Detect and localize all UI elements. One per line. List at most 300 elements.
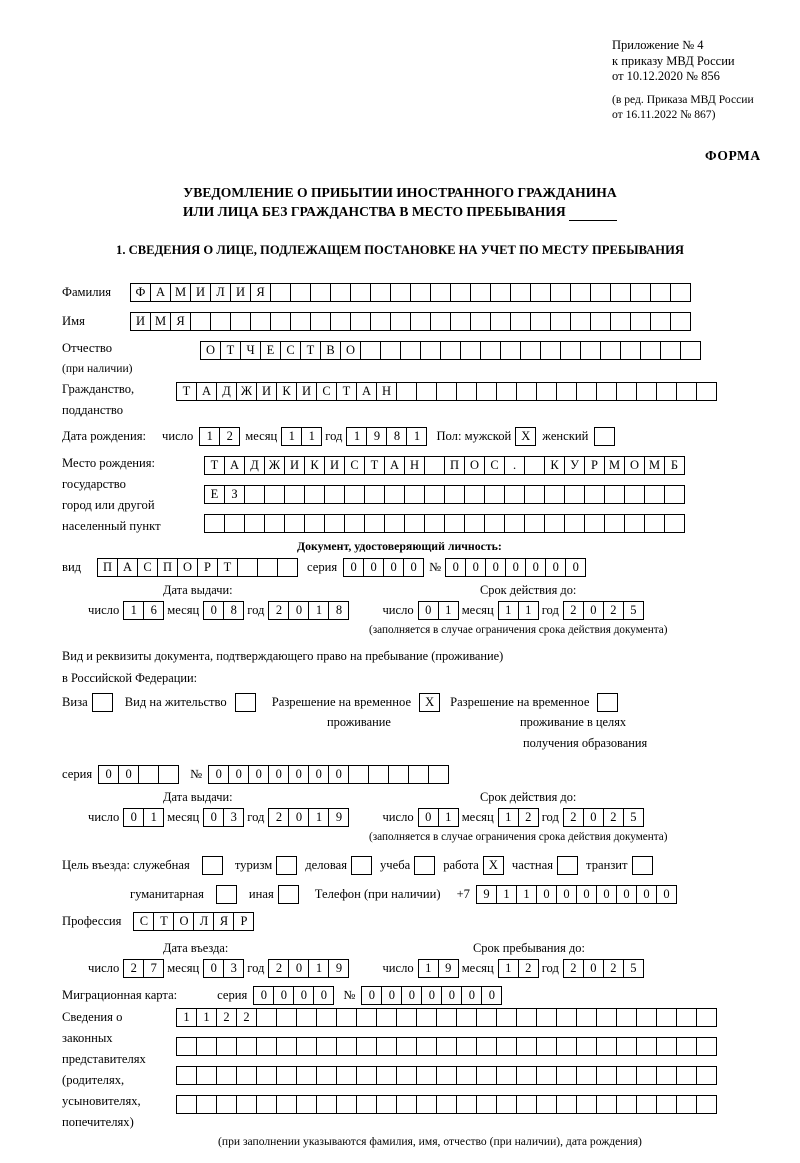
cell[interactable] bbox=[388, 765, 409, 784]
name-input[interactable] bbox=[130, 312, 690, 331]
cell[interactable] bbox=[324, 514, 345, 533]
cell[interactable] bbox=[250, 312, 271, 331]
cell[interactable]: 1 bbox=[196, 1008, 217, 1027]
cell[interactable] bbox=[284, 485, 305, 504]
cell[interactable]: К bbox=[276, 382, 297, 401]
cell[interactable]: О bbox=[340, 341, 361, 360]
cell[interactable]: 1 bbox=[518, 601, 539, 620]
cell[interactable] bbox=[216, 1095, 237, 1114]
cell[interactable]: 9 bbox=[328, 808, 349, 827]
cell[interactable]: 2 bbox=[268, 959, 289, 978]
cell[interactable]: 0 bbox=[288, 808, 309, 827]
cell[interactable] bbox=[416, 1008, 437, 1027]
cell[interactable] bbox=[316, 1008, 337, 1027]
cell[interactable]: Т bbox=[153, 912, 174, 931]
cell[interactable] bbox=[436, 1008, 457, 1027]
cell[interactable] bbox=[656, 382, 677, 401]
cell[interactable] bbox=[296, 1066, 317, 1085]
cell[interactable] bbox=[270, 312, 291, 331]
cell[interactable] bbox=[336, 1095, 357, 1114]
representatives-input-2[interactable] bbox=[176, 1037, 716, 1056]
cell[interactable] bbox=[650, 283, 671, 302]
cell[interactable] bbox=[276, 1008, 297, 1027]
cell[interactable] bbox=[450, 312, 471, 331]
cell[interactable] bbox=[580, 341, 601, 360]
stay-doc-series-input[interactable] bbox=[98, 765, 178, 784]
cell[interactable]: Я bbox=[213, 912, 234, 931]
cell[interactable]: А bbox=[224, 456, 245, 475]
purpose-study-checkbox[interactable] bbox=[414, 856, 435, 875]
entry-year-input[interactable] bbox=[268, 959, 348, 978]
cell[interactable] bbox=[290, 283, 311, 302]
cell[interactable] bbox=[696, 1037, 717, 1056]
cell[interactable]: 9 bbox=[328, 959, 349, 978]
cell[interactable] bbox=[384, 514, 405, 533]
cell[interactable]: Ч bbox=[240, 341, 261, 360]
cell[interactable]: Л bbox=[210, 283, 231, 302]
cell[interactable] bbox=[370, 283, 391, 302]
cell[interactable] bbox=[196, 1066, 217, 1085]
birthplace-input-1[interactable] bbox=[204, 456, 684, 475]
cell[interactable] bbox=[680, 341, 701, 360]
cell[interactable]: 9 bbox=[476, 885, 497, 904]
cell[interactable]: И bbox=[256, 382, 277, 401]
cell[interactable] bbox=[536, 1008, 557, 1027]
cell[interactable] bbox=[576, 1066, 597, 1085]
cell[interactable] bbox=[376, 1037, 397, 1056]
cell[interactable]: Р bbox=[233, 912, 254, 931]
cell[interactable]: 0 bbox=[418, 808, 439, 827]
cell[interactable] bbox=[470, 283, 491, 302]
cell[interactable]: 0 bbox=[383, 558, 404, 577]
cell[interactable] bbox=[676, 1095, 697, 1114]
cell[interactable] bbox=[476, 1008, 497, 1027]
surname-input[interactable] bbox=[130, 283, 690, 302]
cell[interactable] bbox=[316, 1037, 337, 1056]
cell[interactable] bbox=[176, 1037, 197, 1056]
cell[interactable]: 3 bbox=[223, 959, 244, 978]
cell[interactable] bbox=[496, 382, 517, 401]
cell[interactable] bbox=[636, 1037, 657, 1056]
birthplace-input-2[interactable] bbox=[204, 485, 684, 504]
purpose-private-checkbox[interactable] bbox=[557, 856, 578, 875]
cell[interactable] bbox=[390, 312, 411, 331]
cell[interactable] bbox=[416, 382, 437, 401]
cell[interactable]: Ф bbox=[130, 283, 151, 302]
cell[interactable] bbox=[470, 312, 491, 331]
cell[interactable] bbox=[310, 312, 331, 331]
cell[interactable]: 0 bbox=[556, 885, 577, 904]
cell[interactable] bbox=[410, 283, 431, 302]
cell[interactable] bbox=[584, 514, 605, 533]
birthplace-input-3[interactable] bbox=[204, 514, 684, 533]
cell[interactable] bbox=[536, 382, 557, 401]
cell[interactable] bbox=[436, 1066, 457, 1085]
cell[interactable]: 0 bbox=[445, 558, 466, 577]
cell[interactable] bbox=[276, 1095, 297, 1114]
sex-male-checkbox[interactable]: X bbox=[515, 427, 536, 446]
cell[interactable] bbox=[484, 485, 505, 504]
cell[interactable]: Е bbox=[260, 341, 281, 360]
cell[interactable] bbox=[430, 312, 451, 331]
cell[interactable] bbox=[476, 1037, 497, 1056]
cell[interactable] bbox=[696, 1095, 717, 1114]
cell[interactable]: 0 bbox=[418, 601, 439, 620]
cell[interactable] bbox=[424, 456, 445, 475]
cell[interactable]: 2 bbox=[219, 427, 240, 446]
stay-issue-month-input[interactable] bbox=[203, 808, 243, 827]
cell[interactable]: 0 bbox=[288, 765, 309, 784]
citizenship-input[interactable] bbox=[176, 382, 716, 401]
cell[interactable]: 2 bbox=[563, 959, 584, 978]
cell[interactable] bbox=[520, 341, 541, 360]
cell[interactable] bbox=[524, 456, 545, 475]
cell[interactable]: Т bbox=[336, 382, 357, 401]
cell[interactable] bbox=[296, 1037, 317, 1056]
cell[interactable] bbox=[664, 485, 685, 504]
cell[interactable]: 1 bbox=[498, 959, 519, 978]
cell[interactable]: 0 bbox=[485, 558, 506, 577]
stay-issue-day-input[interactable] bbox=[123, 808, 163, 827]
cell[interactable] bbox=[420, 341, 441, 360]
cell[interactable] bbox=[380, 341, 401, 360]
cell[interactable] bbox=[476, 382, 497, 401]
cell[interactable]: . bbox=[504, 456, 525, 475]
cell[interactable] bbox=[176, 1066, 197, 1085]
representatives-input-1[interactable] bbox=[176, 1008, 716, 1027]
cell[interactable] bbox=[484, 514, 505, 533]
cell[interactable]: 8 bbox=[386, 427, 407, 446]
cell[interactable]: П bbox=[157, 558, 178, 577]
cell[interactable] bbox=[390, 283, 411, 302]
cell[interactable] bbox=[158, 765, 179, 784]
cell[interactable] bbox=[600, 341, 621, 360]
id-valid-year-input[interactable] bbox=[563, 601, 643, 620]
cell[interactable]: К bbox=[304, 456, 325, 475]
cell[interactable] bbox=[277, 558, 298, 577]
cell[interactable] bbox=[640, 341, 661, 360]
cell[interactable] bbox=[576, 1008, 597, 1027]
cell[interactable] bbox=[624, 485, 645, 504]
cell[interactable]: П bbox=[444, 456, 465, 475]
cell[interactable]: Т bbox=[204, 456, 225, 475]
cell[interactable] bbox=[490, 312, 511, 331]
cell[interactable]: 5 bbox=[623, 601, 644, 620]
cell[interactable] bbox=[524, 485, 545, 504]
cell[interactable] bbox=[456, 382, 477, 401]
cell[interactable] bbox=[356, 1095, 377, 1114]
cell[interactable] bbox=[630, 312, 651, 331]
stay-valid-day-input[interactable] bbox=[418, 808, 458, 827]
cell[interactable] bbox=[376, 1008, 397, 1027]
cell[interactable]: О bbox=[173, 912, 194, 931]
cell[interactable] bbox=[376, 1066, 397, 1085]
cell[interactable] bbox=[556, 1037, 577, 1056]
cell[interactable]: 0 bbox=[441, 986, 462, 1005]
cell[interactable] bbox=[404, 514, 425, 533]
cell[interactable] bbox=[496, 1095, 517, 1114]
cell[interactable]: 0 bbox=[583, 808, 604, 827]
cell[interactable] bbox=[650, 312, 671, 331]
cell[interactable] bbox=[636, 1095, 657, 1114]
cell[interactable] bbox=[576, 382, 597, 401]
cell[interactable]: 1 bbox=[308, 808, 329, 827]
entry-month-input[interactable] bbox=[203, 959, 243, 978]
cell[interactable] bbox=[504, 485, 525, 504]
cell[interactable] bbox=[596, 382, 617, 401]
edu-residence-checkbox[interactable] bbox=[597, 693, 618, 712]
cell[interactable] bbox=[564, 514, 585, 533]
cell[interactable]: П bbox=[97, 558, 118, 577]
cell[interactable] bbox=[664, 514, 685, 533]
cell[interactable] bbox=[516, 1066, 537, 1085]
cell[interactable]: 0 bbox=[545, 558, 566, 577]
id-doc-series-input[interactable] bbox=[343, 558, 423, 577]
cell[interactable] bbox=[516, 382, 537, 401]
cell[interactable] bbox=[256, 1008, 277, 1027]
cell[interactable] bbox=[304, 514, 325, 533]
cell[interactable] bbox=[444, 514, 465, 533]
cell[interactable]: 1 bbox=[199, 427, 220, 446]
cell[interactable] bbox=[516, 1037, 537, 1056]
cell[interactable] bbox=[504, 514, 525, 533]
cell[interactable]: А bbox=[384, 456, 405, 475]
cell[interactable]: С bbox=[484, 456, 505, 475]
cell[interactable] bbox=[396, 1008, 417, 1027]
cell[interactable] bbox=[596, 1095, 617, 1114]
cell[interactable] bbox=[256, 1095, 277, 1114]
stay-valid-month-input[interactable] bbox=[498, 808, 538, 827]
cell[interactable]: С bbox=[133, 912, 154, 931]
cell[interactable] bbox=[436, 1095, 457, 1114]
cell[interactable]: 0 bbox=[401, 986, 422, 1005]
cell[interactable] bbox=[330, 283, 351, 302]
cell[interactable] bbox=[244, 485, 265, 504]
cell[interactable] bbox=[536, 1037, 557, 1056]
cell[interactable] bbox=[364, 485, 385, 504]
cell[interactable] bbox=[310, 283, 331, 302]
cell[interactable] bbox=[350, 283, 371, 302]
cell[interactable] bbox=[368, 765, 389, 784]
cell[interactable]: 0 bbox=[505, 558, 526, 577]
cell[interactable]: 1 bbox=[346, 427, 367, 446]
cell[interactable] bbox=[460, 341, 481, 360]
cell[interactable] bbox=[596, 1066, 617, 1085]
cell[interactable]: 3 bbox=[223, 808, 244, 827]
cell[interactable] bbox=[456, 1066, 477, 1085]
cell[interactable] bbox=[360, 341, 381, 360]
cell[interactable] bbox=[584, 485, 605, 504]
cell[interactable] bbox=[444, 485, 465, 504]
cell[interactable]: И bbox=[296, 382, 317, 401]
cell[interactable]: 1 bbox=[418, 959, 439, 978]
cell[interactable] bbox=[424, 514, 445, 533]
cell[interactable] bbox=[616, 1037, 637, 1056]
cell[interactable] bbox=[408, 765, 429, 784]
cell[interactable] bbox=[316, 1095, 337, 1114]
cell[interactable]: 1 bbox=[496, 885, 517, 904]
cell[interactable] bbox=[348, 765, 369, 784]
cell[interactable] bbox=[516, 1095, 537, 1114]
cell[interactable] bbox=[296, 1008, 317, 1027]
cell[interactable]: Б bbox=[664, 456, 685, 475]
cell[interactable] bbox=[336, 1037, 357, 1056]
cell[interactable] bbox=[450, 283, 471, 302]
cell[interactable] bbox=[344, 485, 365, 504]
purpose-other-checkbox[interactable] bbox=[278, 885, 299, 904]
cell[interactable]: 0 bbox=[361, 986, 382, 1005]
cell[interactable]: 0 bbox=[268, 765, 289, 784]
cell[interactable] bbox=[550, 283, 571, 302]
cell[interactable] bbox=[336, 1008, 357, 1027]
cell[interactable] bbox=[556, 382, 577, 401]
cell[interactable] bbox=[500, 341, 521, 360]
cell[interactable] bbox=[616, 1066, 637, 1085]
id-valid-month-input[interactable] bbox=[498, 601, 538, 620]
cell[interactable]: 1 bbox=[176, 1008, 197, 1027]
cell[interactable]: 0 bbox=[421, 986, 442, 1005]
cell[interactable] bbox=[636, 1066, 657, 1085]
cell[interactable] bbox=[496, 1037, 517, 1056]
visa-checkbox[interactable] bbox=[92, 693, 113, 712]
cell[interactable] bbox=[196, 1095, 217, 1114]
cell[interactable] bbox=[550, 312, 571, 331]
cell[interactable]: 1 bbox=[516, 885, 537, 904]
residence-checkbox[interactable] bbox=[235, 693, 256, 712]
cell[interactable] bbox=[604, 485, 625, 504]
cell[interactable] bbox=[244, 514, 265, 533]
cell[interactable]: Я bbox=[250, 283, 271, 302]
cell[interactable] bbox=[510, 283, 531, 302]
cell[interactable]: 0 bbox=[248, 765, 269, 784]
cell[interactable] bbox=[230, 312, 251, 331]
cell[interactable]: А bbox=[117, 558, 138, 577]
id-issue-day-input[interactable] bbox=[123, 601, 163, 620]
temp-residence-checkbox[interactable]: X bbox=[419, 693, 440, 712]
cell[interactable]: И bbox=[130, 312, 151, 331]
cell[interactable]: И bbox=[230, 283, 251, 302]
cell[interactable] bbox=[276, 1037, 297, 1056]
cell[interactable]: 0 bbox=[123, 808, 144, 827]
cell[interactable] bbox=[656, 1095, 677, 1114]
cell[interactable]: 0 bbox=[403, 558, 424, 577]
cell[interactable]: 0 bbox=[203, 601, 224, 620]
cell[interactable] bbox=[440, 341, 461, 360]
cell[interactable]: 0 bbox=[208, 765, 229, 784]
cell[interactable]: 0 bbox=[288, 601, 309, 620]
cell[interactable]: 2 bbox=[603, 959, 624, 978]
cell[interactable] bbox=[696, 382, 717, 401]
cell[interactable]: Т bbox=[220, 341, 241, 360]
cell[interactable] bbox=[630, 283, 651, 302]
cell[interactable]: О bbox=[464, 456, 485, 475]
cell[interactable]: 0 bbox=[461, 986, 482, 1005]
cell[interactable]: 2 bbox=[563, 808, 584, 827]
cell[interactable] bbox=[676, 382, 697, 401]
cell[interactable]: 0 bbox=[98, 765, 119, 784]
cell[interactable] bbox=[344, 514, 365, 533]
cell[interactable]: 0 bbox=[363, 558, 384, 577]
cell[interactable]: 2 bbox=[268, 808, 289, 827]
cell[interactable]: 1 bbox=[498, 601, 519, 620]
stay-issue-year-input[interactable] bbox=[268, 808, 348, 827]
cell[interactable]: 1 bbox=[308, 601, 329, 620]
cell[interactable] bbox=[636, 1008, 657, 1027]
cell[interactable] bbox=[536, 1066, 557, 1085]
cell[interactable] bbox=[350, 312, 371, 331]
cell[interactable] bbox=[570, 283, 591, 302]
cell[interactable] bbox=[257, 558, 278, 577]
cell[interactable] bbox=[216, 1066, 237, 1085]
patronymic-input[interactable] bbox=[200, 341, 700, 360]
cell[interactable]: С bbox=[344, 456, 365, 475]
cell[interactable]: Т bbox=[176, 382, 197, 401]
cell[interactable]: 5 bbox=[623, 808, 644, 827]
cell[interactable] bbox=[560, 341, 581, 360]
purpose-service-checkbox[interactable] bbox=[202, 856, 223, 875]
cell[interactable] bbox=[620, 341, 641, 360]
cell[interactable]: 0 bbox=[636, 885, 657, 904]
cell[interactable] bbox=[464, 485, 485, 504]
cell[interactable]: Л bbox=[193, 912, 214, 931]
representatives-input-3[interactable] bbox=[176, 1066, 716, 1085]
cell[interactable] bbox=[396, 1095, 417, 1114]
cell[interactable] bbox=[524, 514, 545, 533]
cell[interactable]: О bbox=[624, 456, 645, 475]
cell[interactable] bbox=[236, 1066, 257, 1085]
cell[interactable] bbox=[544, 514, 565, 533]
cell[interactable] bbox=[236, 1095, 257, 1114]
cell[interactable] bbox=[396, 1037, 417, 1056]
cell[interactable]: 0 bbox=[583, 601, 604, 620]
cell[interactable]: М bbox=[604, 456, 625, 475]
cell[interactable]: Н bbox=[376, 382, 397, 401]
cell[interactable]: 7 bbox=[143, 959, 164, 978]
cell[interactable] bbox=[496, 1008, 517, 1027]
cell[interactable] bbox=[396, 1066, 417, 1085]
cell[interactable] bbox=[284, 514, 305, 533]
cell[interactable]: И bbox=[284, 456, 305, 475]
cell[interactable] bbox=[556, 1095, 577, 1114]
cell[interactable] bbox=[464, 514, 485, 533]
cell[interactable] bbox=[616, 1008, 637, 1027]
cell[interactable]: 0 bbox=[525, 558, 546, 577]
cell[interactable] bbox=[490, 283, 511, 302]
cell[interactable] bbox=[236, 1037, 257, 1056]
cell[interactable]: Ж bbox=[264, 456, 285, 475]
cell[interactable] bbox=[436, 382, 457, 401]
cell[interactable]: 1 bbox=[143, 808, 164, 827]
cell[interactable] bbox=[530, 283, 551, 302]
cell[interactable]: 1 bbox=[281, 427, 302, 446]
cell[interactable] bbox=[590, 312, 611, 331]
cell[interactable] bbox=[536, 1095, 557, 1114]
stay-valid-year-input[interactable] bbox=[563, 808, 643, 827]
purpose-humanitarian-checkbox[interactable] bbox=[216, 885, 237, 904]
cell[interactable] bbox=[428, 765, 449, 784]
cell[interactable]: 0 bbox=[616, 885, 637, 904]
cell[interactable]: Д bbox=[244, 456, 265, 475]
cell[interactable]: 1 bbox=[498, 808, 519, 827]
id-issue-year-input[interactable] bbox=[268, 601, 348, 620]
cell[interactable] bbox=[176, 1095, 197, 1114]
cell[interactable]: К bbox=[544, 456, 565, 475]
cell[interactable] bbox=[556, 1008, 577, 1027]
cell[interactable]: У bbox=[564, 456, 585, 475]
cell[interactable] bbox=[416, 1066, 437, 1085]
stay-until-month-input[interactable] bbox=[498, 959, 538, 978]
cell[interactable] bbox=[596, 1008, 617, 1027]
